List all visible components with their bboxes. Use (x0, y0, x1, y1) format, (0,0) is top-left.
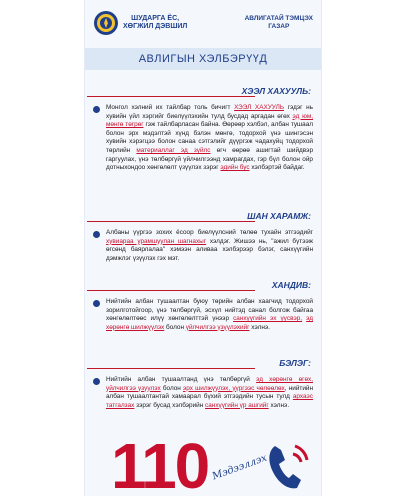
agency-name (245, 15, 313, 31)
paragraph-text (106, 298, 313, 332)
section-paragraph-bribe (93, 104, 313, 173)
section-heading-reward (85, 211, 321, 225)
body-text: гэж тайлбарласан байна. Өөрөөр хэлбэл, албан тушаал болон эрх мэдэлтэй хүнд бэлэн мөнгө, тодорхой үнэ шингэсэн хувийн хэрэгцээ болон санаа сэтгэлийг дүүргэж чадахуйц тодорхой төрлийн (106, 121, 313, 154)
highlight-text: хувиараа урамшуулан шагнахыг (106, 237, 207, 245)
divider (87, 368, 255, 369)
bullet-icon (93, 106, 100, 113)
flyer (85, 0, 321, 496)
section-heading-gift (85, 358, 321, 372)
page-title: АВЛИГЫН ХЭЛБЭРҮҮД (138, 53, 268, 65)
highlight-text: эдийн бус (220, 164, 250, 172)
hotline-script-text: Мэдээллэх (210, 452, 269, 483)
section-paragraph-gift (93, 376, 313, 410)
section-heading-bribe (85, 86, 321, 100)
title-bar (85, 48, 321, 70)
body-text: зэрэг бусад хэлбэрийн (134, 401, 206, 409)
paragraph-text (106, 376, 313, 410)
highlight-text: үйлчилгээ үзүүлэхийг (185, 323, 250, 331)
divider (87, 221, 255, 222)
body-text: Нийтийн албан тушаалтанд үнэ төлбөргүй (106, 376, 257, 383)
highlight-text: санхүүгийн үр ашгийг (205, 401, 269, 409)
highlight-text: эд хөрөнгө өгөх, үйлчилгээ үзүүлэх (106, 376, 313, 392)
logo (93, 10, 187, 36)
highlight-text: материаллаг эд зүйлс (136, 146, 211, 154)
section-paragraph-reward (93, 229, 313, 263)
bullet-icon (93, 300, 100, 307)
section-heading-label: ХЭЭЛ ХАХУУЛЬ: (241, 86, 311, 96)
logo-line-2: ХӨГЖИЛ ДЭВШИЛ (123, 23, 188, 30)
paragraph-text (106, 104, 313, 173)
body-text: , нийтийн албан тушаалтантай хамаарал бүхий этгээдийн тусын тулд (106, 384, 313, 401)
body-text: Албаны үүргээ зохих ёсоор биелүүлсний төлөө тухайн этгээдийг (106, 229, 313, 236)
section-heading-donation (85, 280, 321, 294)
body-text: Монгол хэлний их тайлбар толь бичигт (106, 104, 235, 111)
hotline-footer (85, 428, 321, 496)
body-text: Нийтийн албан тушаалтан буюу төрийн албан хаагчид тодорхой зорилготойгоор, үнэ төлбөргүй, эсхүл нийтэд санал болгож байгаа хөнгөлөлтөөс илүү хөнгөлөлттэй үнээр (106, 298, 313, 323)
agency-line-1: АВЛИГАТАЙ ТЭМЦЭХ (244, 15, 313, 22)
body-text: гэдэг нь хувийн үйл хэргийг биелүүлэхийн тулд бусдад аргадан өгөх (106, 104, 313, 120)
body-text: болон (164, 323, 186, 331)
body-text: хэлдэг. Жишээ нь, "ажил бүтээж өгсөнд баярлалаа" хэмээн аливаа хэлбэрээр бэлэг, санхүүгийн дэмжлэг үзүүлэх гэх мэт. (106, 237, 314, 262)
body-text: хэлнэ. (249, 323, 270, 331)
agency-line-2: ГАЗАР (268, 23, 290, 30)
highlight-text: эд юм, мөнгө төгрөг (106, 112, 313, 129)
hotline-number: 110 (111, 430, 209, 496)
divider (87, 290, 255, 291)
highlight-text: ХЭЭЛ ХАХУУЛЬ (234, 104, 285, 111)
body-text: хэлнэ. (268, 401, 290, 409)
section-heading-label: ШАН ХАРАМЖ: (247, 211, 311, 221)
highlight-text: эрх шилжүүлэх, үүргээс чөлөөлөх (183, 384, 285, 392)
bullet-icon (93, 231, 100, 238)
state-emblem-icon (93, 10, 119, 36)
body-text: болон (160, 384, 184, 392)
highlight-text: эд хөрөнгө шилжүүлэх (106, 315, 314, 331)
header (85, 0, 321, 46)
section-heading-label: ХАНДИВ: (271, 280, 311, 290)
bullet-icon (93, 378, 100, 385)
section-heading-label: БЭЛЭГ: (279, 358, 311, 368)
highlight-text: санхүүгийн эх үүсвэр, (233, 315, 303, 323)
section-paragraph-donation (93, 298, 313, 332)
body-text: хэлбэртэй байдаг. (249, 164, 305, 172)
phone-icon (263, 440, 311, 492)
divider (87, 96, 255, 97)
body-text: өгч өөрөө ашигтай шийдвэр гаргуулах, үнэ төлбөргүй үйлчилгээнд хамрагдах, гэр бүл болон ойр дотныхондоо хөнгөлөлт үзүүлэх зэрэг (106, 146, 313, 172)
logo-text (123, 15, 187, 31)
logo-line-1: ШУДАРГА ЁС, (131, 15, 180, 22)
paragraph-text (106, 229, 313, 263)
highlight-text: архаэс татгалзах (106, 393, 313, 409)
